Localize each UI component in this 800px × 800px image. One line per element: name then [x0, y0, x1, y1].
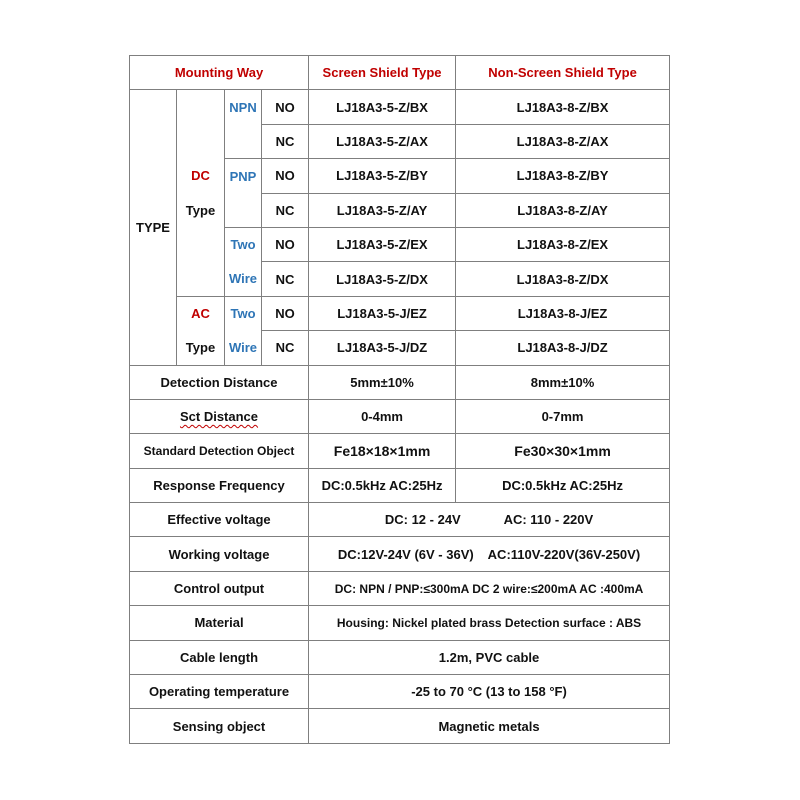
- screen-model: LJ18A3-5-Z/AX: [309, 124, 456, 158]
- spec-row-sensing-object: [130, 709, 670, 743]
- type-label: TYPE: [130, 90, 177, 365]
- screen-model: LJ18A3-5-J/DZ: [309, 331, 456, 365]
- npn-label: NPN: [225, 90, 262, 124]
- spec-label: Working voltage: [130, 537, 309, 571]
- nc-label: NC: [262, 193, 309, 227]
- non-screen-model: LJ18A3-8-Z/BX: [456, 90, 670, 124]
- model-row: [130, 296, 670, 330]
- spec-row-detection-distance: [130, 365, 670, 399]
- ac-label: AC: [177, 296, 225, 330]
- pnp-spacer: [225, 193, 262, 227]
- dc-label: DC: [177, 159, 225, 193]
- header-row: [130, 56, 670, 90]
- pnp-label: PNP: [225, 159, 262, 193]
- npn-spacer: [225, 124, 262, 158]
- non-screen-model: LJ18A3-8-Z/EX: [456, 227, 670, 261]
- non-screen-model: LJ18A3-8-J/DZ: [456, 331, 670, 365]
- spec-non-screen-value: DC:0.5kHz AC:25Hz: [456, 468, 670, 502]
- dc-spacer: [177, 262, 225, 296]
- nc-label: NC: [262, 262, 309, 296]
- no-label: NO: [262, 296, 309, 330]
- spec-label: Standard Detection Object: [130, 434, 309, 468]
- spec-label: Sensing object: [130, 709, 309, 743]
- spec-label: Material: [130, 606, 309, 640]
- spec-label: [130, 399, 309, 433]
- non-screen-model: LJ18A3-8-Z/BY: [456, 159, 670, 193]
- spec-non-screen-value: 0-7mm: [456, 399, 670, 433]
- ac-type-word: Type: [177, 331, 225, 365]
- dc-label-top: [177, 90, 225, 124]
- spec-screen-value: Fe18×18×1mm: [309, 434, 456, 468]
- screen-model: LJ18A3-5-Z/DX: [309, 262, 456, 296]
- no-label: NO: [262, 227, 309, 261]
- spec-row-sct-distance: [130, 399, 670, 433]
- two-label: Two: [225, 227, 262, 261]
- non-screen-model: LJ18A3-8-Z/AX: [456, 124, 670, 158]
- spec-value: DC: 12 - 24V AC: 110 - 220V: [309, 503, 670, 537]
- spec-label: Cable length: [130, 640, 309, 674]
- spec-value: DC:12V-24V (6V - 36V) AC:110V-220V(36V-250V): [309, 537, 670, 571]
- two-label: Two: [225, 296, 262, 330]
- non-screen-model: LJ18A3-8-Z/DX: [456, 262, 670, 296]
- dc-spacer: [177, 227, 225, 261]
- model-row: [130, 227, 670, 261]
- non-screen-shield-header: Non-Screen Shield Type: [456, 56, 670, 90]
- spec-table: [129, 55, 670, 744]
- spec-row-working-voltage: [130, 537, 670, 571]
- wire-label: Wire: [225, 262, 262, 296]
- nc-label: NC: [262, 331, 309, 365]
- spec-row-material: [130, 606, 670, 640]
- no-label: NO: [262, 90, 309, 124]
- spec-screen-value: 0-4mm: [309, 399, 456, 433]
- spec-value: Magnetic metals: [309, 709, 670, 743]
- spec-row-control-output: [130, 571, 670, 605]
- model-row: [130, 193, 670, 227]
- spec-label: Detection Distance: [130, 365, 309, 399]
- spec-screen-value: 5mm±10%: [309, 365, 456, 399]
- spec-non-screen-value: Fe30×30×1mm: [456, 434, 670, 468]
- mounting-way-header: Mounting Way: [130, 56, 309, 90]
- nc-label: NC: [262, 124, 309, 158]
- model-row: [130, 262, 670, 296]
- screen-model: LJ18A3-5-Z/AY: [309, 193, 456, 227]
- screen-model: LJ18A3-5-Z/BY: [309, 159, 456, 193]
- screen-shield-header: Screen Shield Type: [309, 56, 456, 90]
- spec-row-effective-voltage: [130, 503, 670, 537]
- model-row: [130, 159, 670, 193]
- wire-label: Wire: [225, 331, 262, 365]
- spec-label: Effective voltage: [130, 503, 309, 537]
- spec-value: Housing: Nickel plated brass Detection surface : ABS: [309, 606, 670, 640]
- spec-row-cable-length: [130, 640, 670, 674]
- model-row: [130, 124, 670, 158]
- dc-type-word: Type: [177, 193, 225, 227]
- spec-row-operating-temperature: [130, 675, 670, 709]
- non-screen-model: LJ18A3-8-J/EZ: [456, 296, 670, 330]
- spec-screen-value: DC:0.5kHz AC:25Hz: [309, 468, 456, 502]
- non-screen-model: LJ18A3-8-Z/AY: [456, 193, 670, 227]
- screen-model: LJ18A3-5-J/EZ: [309, 296, 456, 330]
- spec-row-standard-object: [130, 434, 670, 468]
- screen-model: LJ18A3-5-Z/BX: [309, 90, 456, 124]
- spec-row-response-frequency: [130, 468, 670, 502]
- spec-label: Control output: [130, 571, 309, 605]
- spec-non-screen-value: 8mm±10%: [456, 365, 670, 399]
- spec-value: 1.2m, PVC cable: [309, 640, 670, 674]
- model-row: [130, 90, 670, 124]
- no-label: NO: [262, 159, 309, 193]
- dc-spacer: [177, 124, 225, 158]
- spec-value: -25 to 70 °C (13 to 158 °F): [309, 675, 670, 709]
- spec-label: Response Frequency: [130, 468, 309, 502]
- spec-value: DC: NPN / PNP:≤300mA DC 2 wire:≤200mA AC :400mA: [309, 571, 670, 605]
- screen-model: LJ18A3-5-Z/EX: [309, 227, 456, 261]
- model-row: [130, 331, 670, 365]
- spec-label: Operating temperature: [130, 675, 309, 709]
- sct-distance-label: Sct Distance: [179, 409, 259, 425]
